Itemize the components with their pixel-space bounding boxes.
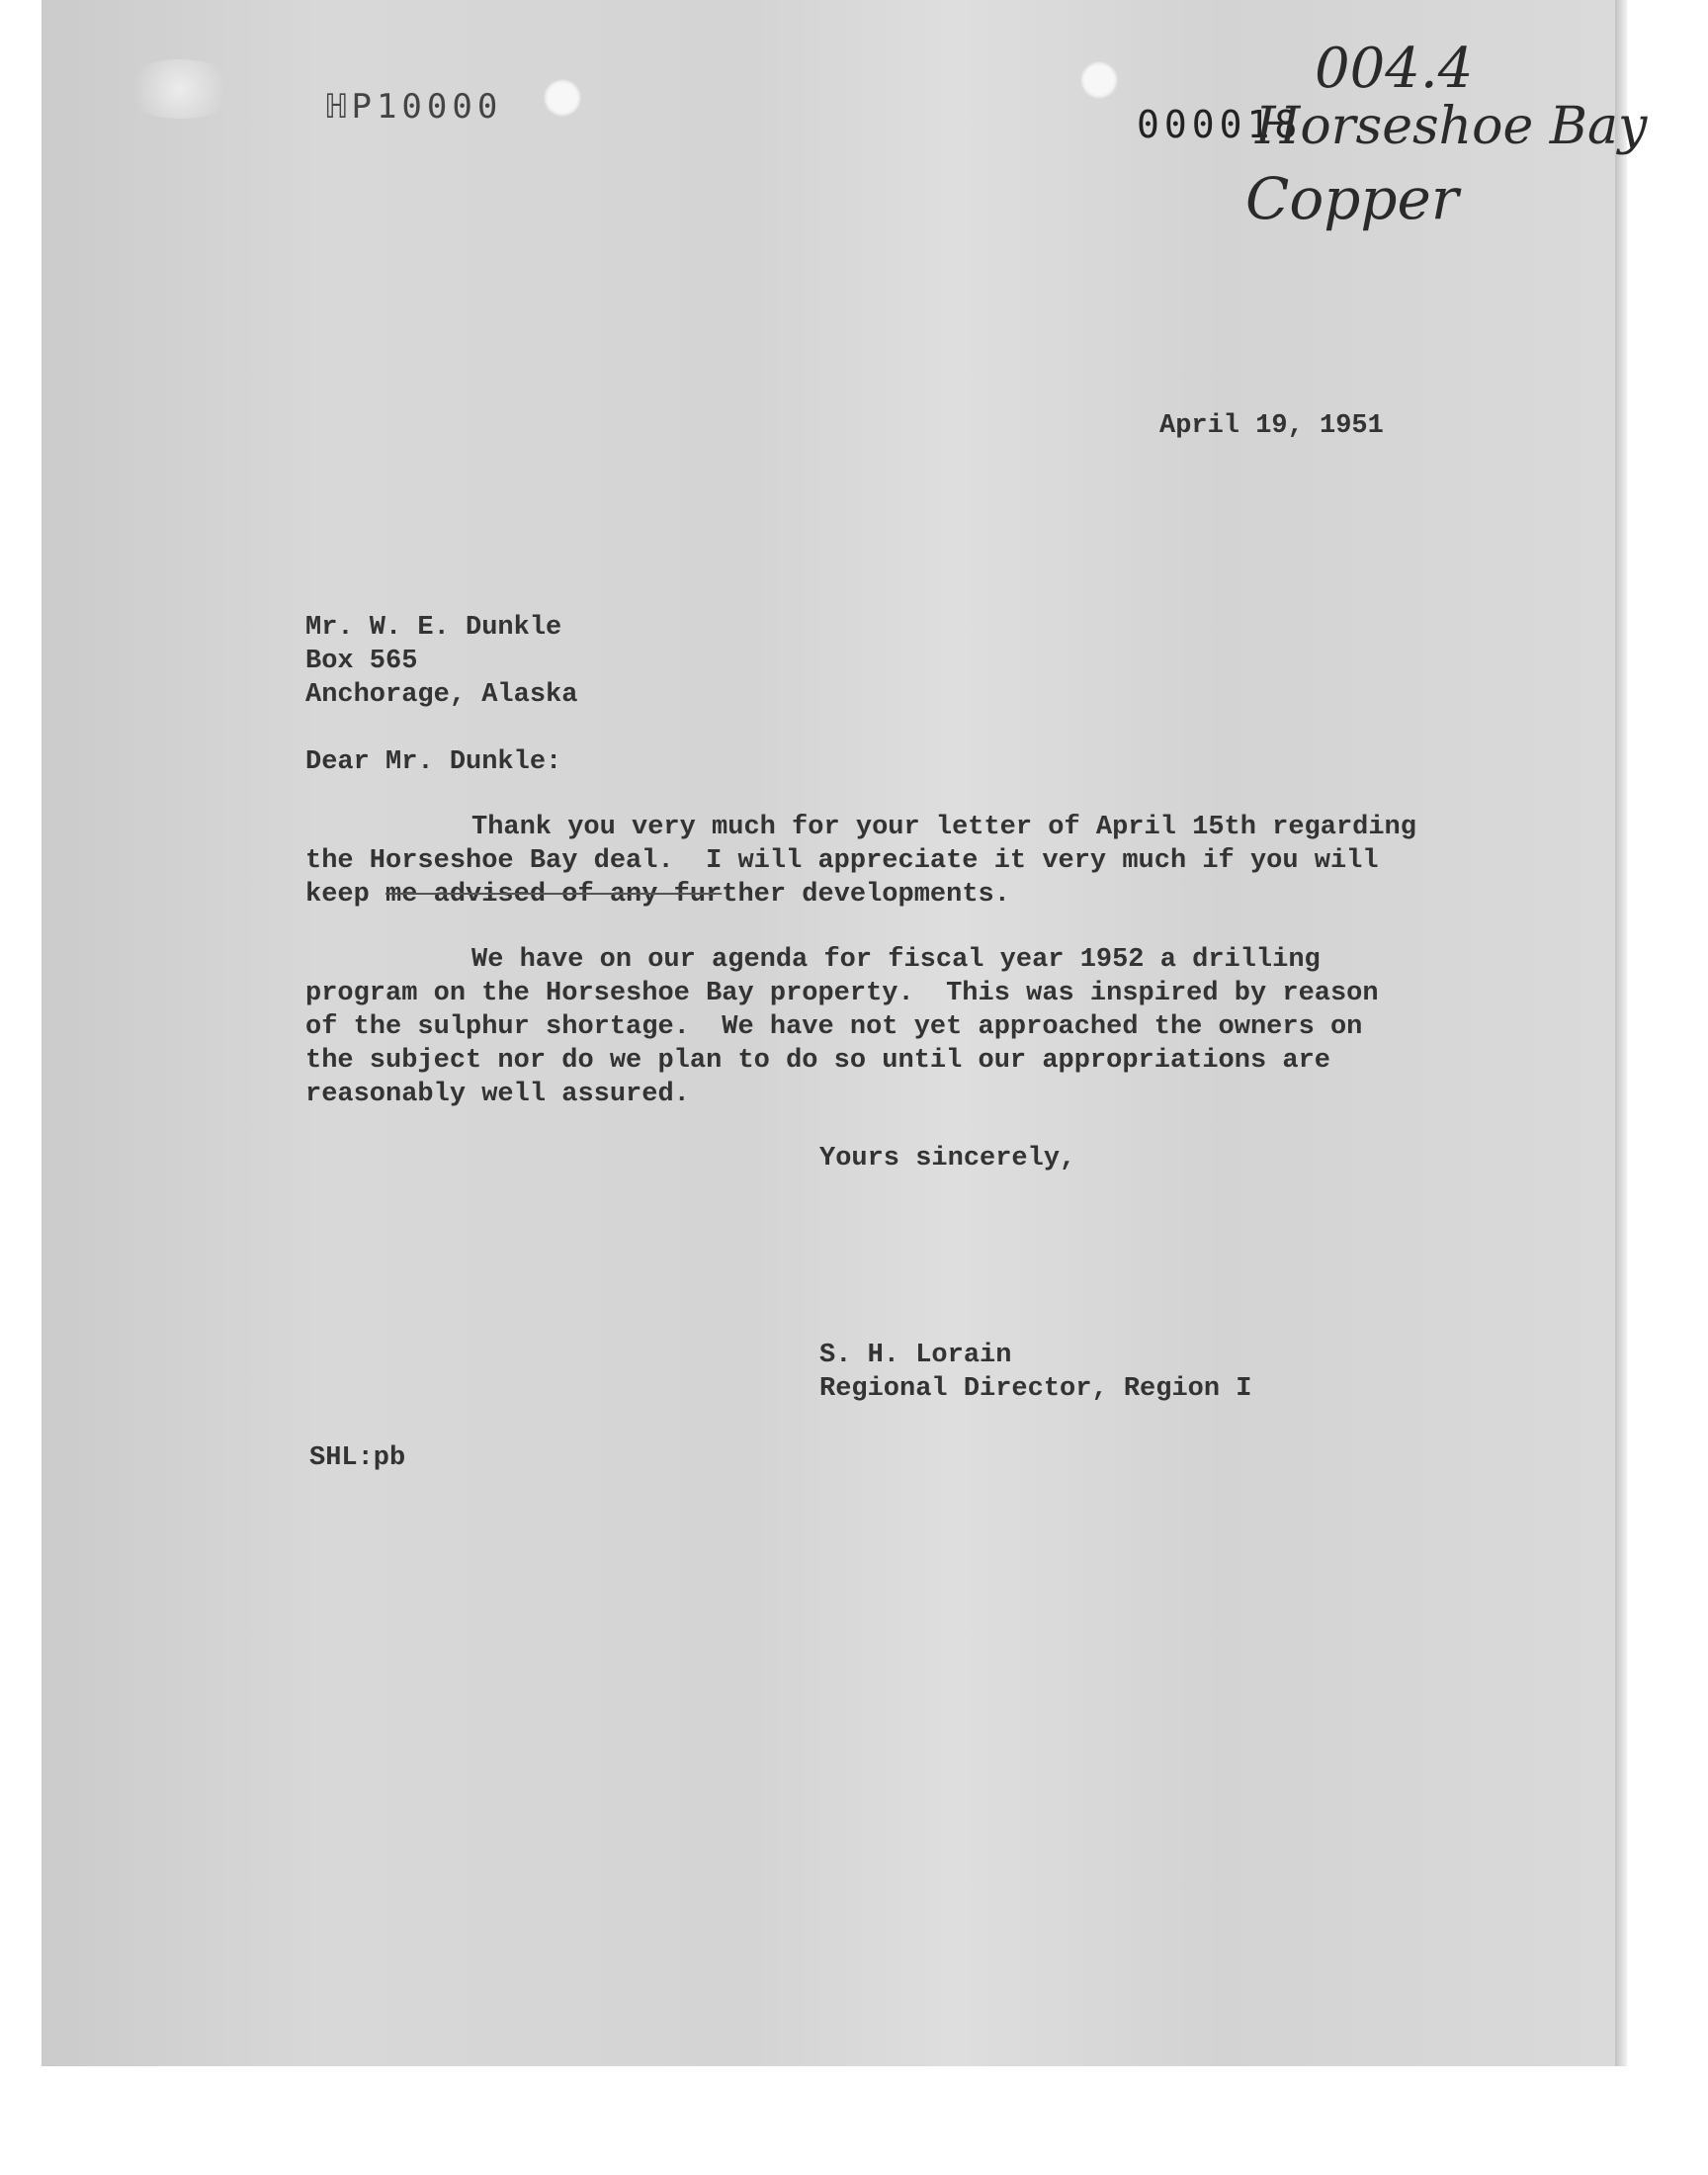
paragraph1-line3-end: ther developments. — [722, 880, 1010, 910]
handwritten-file-number: 004.4 — [1315, 37, 1474, 101]
recipient-box: Box 565 — [305, 647, 418, 676]
paragraph1-line1: Thank you very much for your letter of April 15th regarding — [471, 813, 1416, 842]
paragraph2-line3: of the sulphur shortage. We have not yet approached the owners on — [305, 1012, 1363, 1042]
handwritten-subject-line1: Horseshoe Bay — [1255, 97, 1648, 156]
paragraph2-line2: program on the Horseshoe Bay property. This was inspired by reason — [305, 979, 1379, 1008]
salutation: Dear Mr. Dunkle: — [305, 747, 562, 777]
paragraph2-line1: We have on our agenda for fiscal year 1952 a drilling — [471, 945, 1321, 975]
signer-name: S. H. Lorain — [819, 1341, 1012, 1370]
recipient-city: Anchorage, Alaska — [305, 680, 578, 710]
paragraph1-struck-text: me advised of any fur — [385, 880, 723, 910]
page-edge-shadow — [1615, 0, 1627, 2066]
letter-date: April 19, 1951 — [1159, 411, 1384, 441]
closing: Yours sincerely, — [819, 1144, 1076, 1174]
punch-hole-right — [1080, 61, 1118, 99]
right-stamp-code: 000018 — [1137, 103, 1303, 146]
left-stamp-code: ℍP10000 — [326, 87, 503, 127]
paragraph1-line2: the Horseshoe Bay deal. I will appreciate it very much if you will — [305, 846, 1379, 876]
paragraph2-line4: the subject nor do we plan to do so until our appropriations are — [305, 1046, 1330, 1076]
typist-initials: SHL:pb — [309, 1443, 406, 1473]
paragraph2-line5: reasonably well assured. — [305, 1080, 690, 1109]
handwritten-subject-line2: Copper — [1245, 165, 1459, 232]
punch-hole-left — [544, 79, 581, 117]
recipient-name: Mr. W. E. Dunkle — [305, 613, 562, 643]
paper-smudge — [121, 59, 239, 119]
paragraph1-line3-start: keep — [305, 880, 386, 910]
signer-title: Regional Director, Region I — [819, 1374, 1252, 1404]
paragraph1-line3 — [305, 880, 1010, 910]
